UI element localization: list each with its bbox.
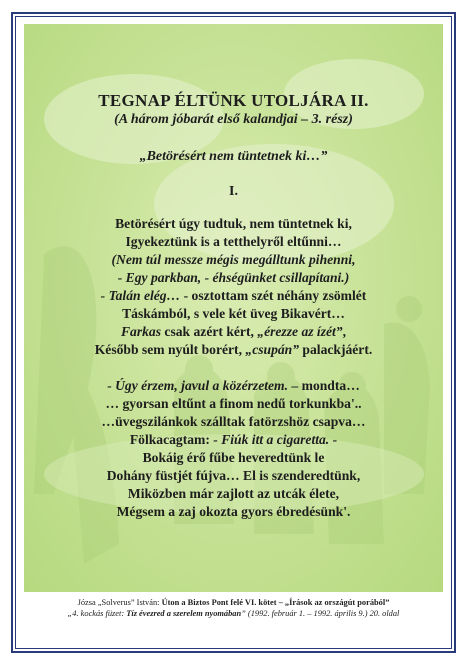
poem-line-segment: …üvegszilánkok szálltak fatörzshöz csapva… bbox=[101, 414, 366, 429]
poem-line-segment: – mondta… bbox=[288, 378, 360, 393]
footer bbox=[24, 597, 443, 619]
poem-line-segment: Dohány füstjét fújva… El is szenderedtünk, bbox=[106, 468, 361, 483]
poem-line-segment: - Fiúk itt a cigaretta. - bbox=[213, 432, 338, 447]
section-number: I. bbox=[229, 184, 238, 199]
footer-segment: Tíz évezred a szerelem nyomában bbox=[126, 609, 242, 618]
poem-line-segment: Mégsem a zaj okozta gyors ébredésünk'. bbox=[116, 504, 351, 519]
poem-line bbox=[24, 233, 443, 251]
stanza-1 bbox=[24, 215, 443, 359]
poem-line bbox=[24, 323, 443, 341]
poem-line bbox=[24, 449, 443, 467]
poem-line-segment: - Talán elég… bbox=[100, 288, 181, 303]
epigraph: „Betörésért nem tüntetnek ki…” bbox=[139, 149, 328, 164]
poem-line-segment: Később sem nyúlt borért, bbox=[94, 342, 246, 357]
poem-line bbox=[24, 431, 443, 449]
poem-line-segment: „érezze az ízét” bbox=[257, 324, 343, 339]
poem-line bbox=[24, 305, 443, 323]
poem-line-segment: Betörésért úgy tudtuk, nem tüntetnek ki, bbox=[115, 216, 352, 231]
footer-line-2 bbox=[24, 608, 443, 619]
stanza-2 bbox=[24, 377, 443, 521]
poem-line bbox=[24, 395, 443, 413]
poem-line-segment: Táskámból, s vele két üveg Bikavért… bbox=[122, 306, 345, 321]
poem-line-segment: Miközben már zajlott az utcák élete, bbox=[127, 486, 340, 501]
footer-segment: Józsa „Solverus” István: bbox=[77, 598, 162, 607]
poem-line-segment: - Úgy érzem, javul a közérzetem. bbox=[107, 378, 289, 393]
poem-line-segment: „csupán” bbox=[245, 342, 300, 357]
poem bbox=[24, 90, 443, 521]
footer-line-1 bbox=[24, 597, 443, 608]
footer-segment: „4. kockás füzet: bbox=[67, 609, 127, 618]
poem-line bbox=[24, 467, 443, 485]
poem-line bbox=[24, 413, 443, 431]
poem-line bbox=[24, 269, 443, 287]
poem-line-segment: Farkas bbox=[120, 324, 162, 339]
poem-line bbox=[24, 287, 443, 305]
poem-line bbox=[24, 377, 443, 395]
poem-line-segment: … gyorsan eltűnt a finom nedű torkunkba'.. bbox=[105, 396, 362, 411]
poem-line-segment: - osztottam szét néhány zsömlét bbox=[180, 288, 367, 303]
page-title: TEGNAP ÉLTÜNK UTOLJÁRA II. bbox=[98, 91, 369, 110]
poem-line-segment: - Egy parkban, - éhségünket csillapítani.) bbox=[117, 270, 350, 285]
poem-line-segment: csak azért kért, bbox=[161, 324, 258, 339]
poem-line bbox=[24, 251, 443, 269]
poem-line bbox=[24, 341, 443, 359]
footer-segment: ” (1992. február 1. – 1992. április 9.) 20. oldal bbox=[241, 609, 400, 618]
poem-line-segment: , bbox=[342, 324, 347, 339]
poem-line-segment: Fölkacagtam: bbox=[129, 432, 214, 447]
poem-line-segment: palackjáért. bbox=[299, 342, 373, 357]
footer-segment: Úton a Biztos Pont felé VI. kötet – „Írások az országút porából” bbox=[161, 598, 390, 607]
poem-line bbox=[24, 215, 443, 233]
poem-line bbox=[24, 485, 443, 503]
poem-line-segment: (Nem túl messze mégis megálltunk pihenni, bbox=[111, 252, 356, 267]
poem-line bbox=[24, 503, 443, 521]
page-subtitle: (A három jóbarát első kalandjai – 3. rész) bbox=[114, 112, 353, 127]
poem-line-segment: Bokáig érő fűbe heveredtünk le bbox=[142, 450, 325, 465]
poem-line-segment: Igyekeztünk is a tetthelyről eltűnni… bbox=[125, 234, 342, 249]
